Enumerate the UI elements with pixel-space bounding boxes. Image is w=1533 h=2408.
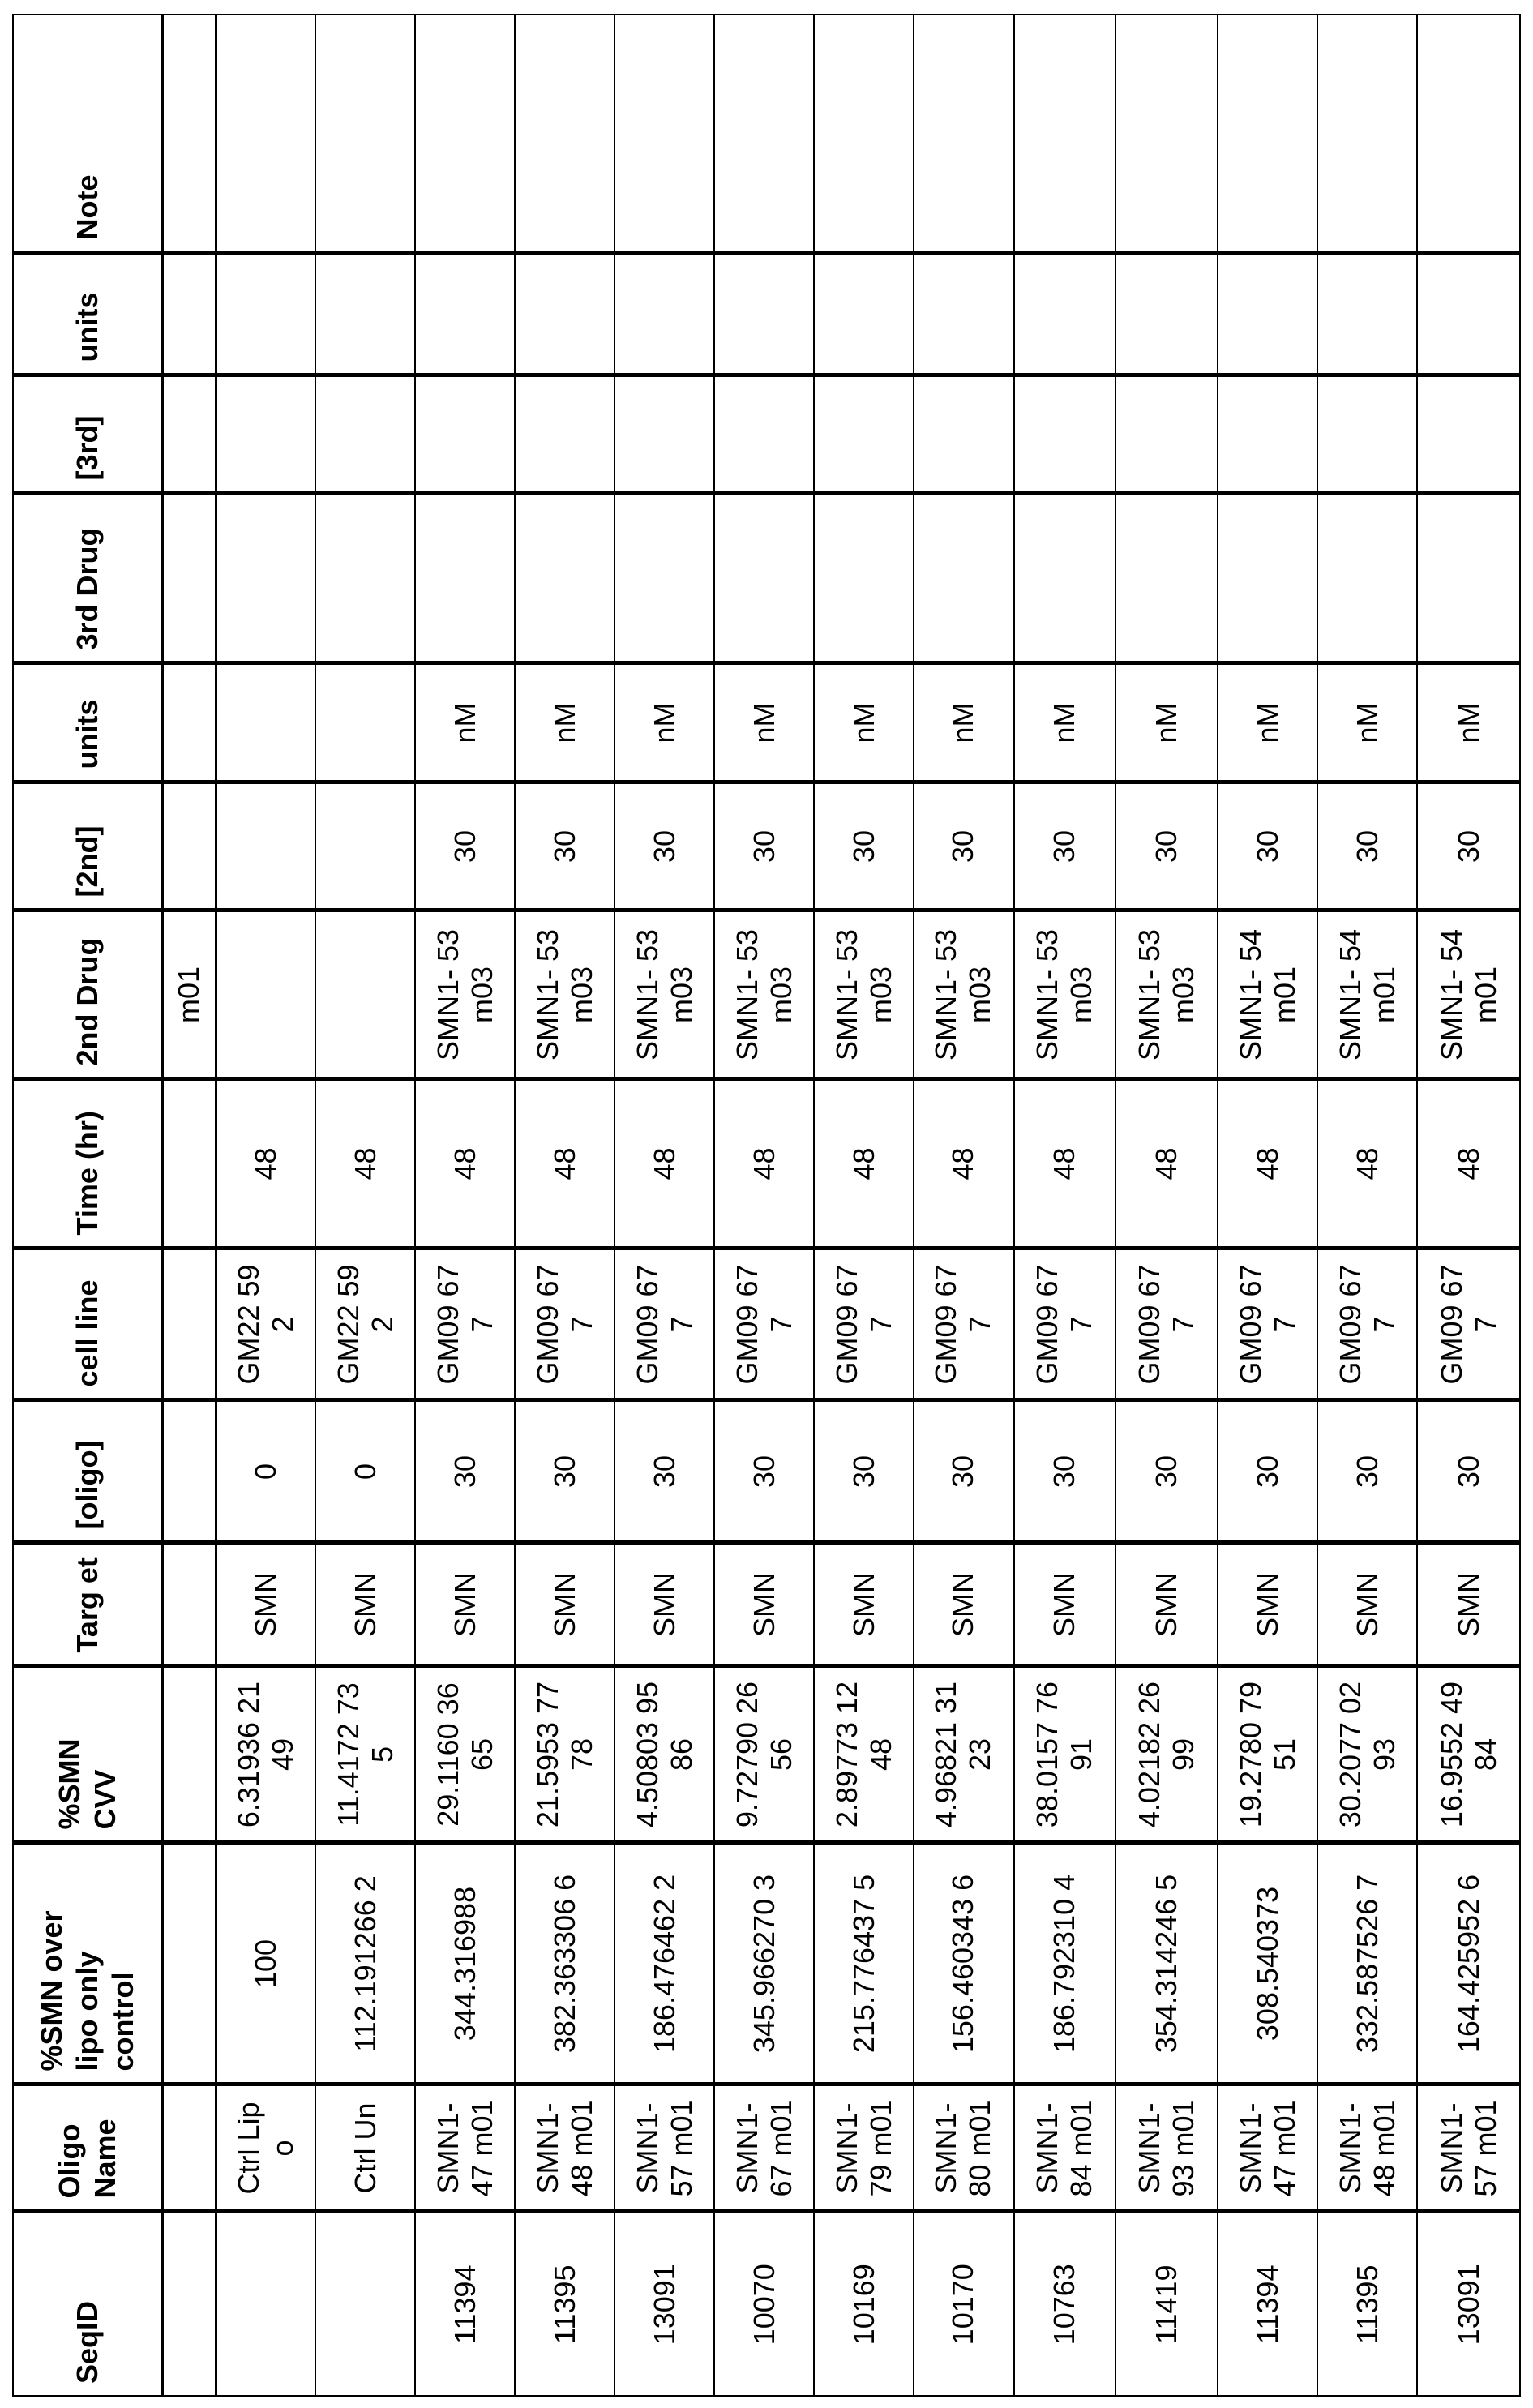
col-header-3rd-conc: [3rd] [13,375,162,494]
col-header-seqid: SeqID [13,2212,162,2396]
cell-pct-smn-cvv: 9.72790 2656 [714,1666,814,1843]
cell-pct-smn-over: 382.363306 6 [515,1843,614,2085]
cell-oligo-name: SMN1- 57 m01 [614,2085,714,2212]
cell-3rd-units [515,253,614,375]
cell-oligo-name: SMN1- 84 m01 [1013,2085,1115,2212]
cell-2nd-drug: SMN1- 53 m03 [914,910,1013,1079]
cell-2nd-conc [162,782,216,910]
cell-cell-line: GM09 677 [714,1249,814,1400]
cell-2nd-conc: 30 [1115,782,1218,910]
cell-note [415,15,515,253]
cell-note [315,15,415,253]
cell-3rd-conc [1417,375,1520,494]
cell-2nd-conc: 30 [415,782,515,910]
cell-target: SMN [216,1543,315,1666]
cell-2nd-drug: SMN1- 53 m03 [614,910,714,1079]
cell-oligo-name: SMN1- 93 m01 [1115,2085,1218,2212]
cell-cell-line: GM09 677 [415,1249,515,1400]
cell-target: SMN [914,1543,1013,1666]
cell-3rd-drug [1317,494,1417,663]
cell-2nd-conc: 30 [1417,782,1520,910]
table-row [216,15,315,2396]
cell-pct-smn-over: 308.540373 [1218,1843,1317,2085]
cell-note [814,15,914,253]
cell-oligo-conc: 0 [216,1400,315,1543]
cell-oligo-name: Ctrl Un [315,2085,415,2212]
cell-2nd-drug [315,910,415,1079]
cell-3rd-units [614,253,714,375]
cell-2nd-conc: 30 [814,782,914,910]
cell-3rd-conc [1115,375,1218,494]
cell-seqid [216,2212,315,2396]
cell-oligo-conc: 30 [515,1400,614,1543]
cell-pct-smn-over: 186.476462 2 [614,1843,714,2085]
cell-seqid: 13091 [614,2212,714,2396]
table-row [1013,15,1115,2396]
cell-2nd-drug: SMN1- 53 m03 [415,910,515,1079]
cell-3rd-conc [1317,375,1417,494]
cell-3rd-drug [315,494,415,663]
cell-3rd-units [162,253,216,375]
cell-time-hr: 48 [415,1079,515,1249]
cell-time-hr: 48 [1417,1079,1520,1249]
cell-time-hr: 48 [1013,1079,1115,1249]
cell-2nd-units: nM [614,663,714,782]
cell-oligo-name: SMN1- 48 m01 [515,2085,614,2212]
cell-3rd-conc [515,375,614,494]
cell-3rd-units [1218,253,1317,375]
cell-cell-line: GM09 677 [614,1249,714,1400]
cell-cell-line: GM09 677 [1013,1249,1115,1400]
cell-note [914,15,1013,253]
col-header-note: Note [13,15,162,253]
cell-seqid: 11394 [415,2212,515,2396]
cell-oligo-name: SMN1- 80 m01 [914,2085,1013,2212]
cell-pct-smn-over [162,1843,216,2085]
cell-oligo-name: Ctrl Lipo [216,2085,315,2212]
cell-cell-line: GM09 677 [1417,1249,1520,1400]
cell-pct-smn-cvv: 2.89773 1248 [814,1666,914,1843]
cell-3rd-conc [162,375,216,494]
cell-oligo-conc: 30 [1115,1400,1218,1543]
table-row [914,15,1013,2396]
table-row [162,15,216,2396]
cell-2nd-conc: 30 [1013,782,1115,910]
cell-pct-smn-over: 186.792310 4 [1013,1843,1115,2085]
cell-3rd-drug [1218,494,1317,663]
cell-3rd-drug [1115,494,1218,663]
cell-2nd-drug: SMN1- 54 m01 [1218,910,1317,1079]
cell-oligo-conc: 30 [914,1400,1013,1543]
cell-pct-smn-over: 344.316988 [415,1843,515,2085]
cell-oligo-name: SMN1- 79 m01 [814,2085,914,2212]
cell-2nd-units [162,663,216,782]
cell-seqid: 11395 [515,2212,614,2396]
col-header-oligo-conc: [oligo] [13,1400,162,1543]
cell-target: SMN [1218,1543,1317,1666]
cell-3rd-conc [814,375,914,494]
table-row [1317,15,1417,2396]
cell-pct-smn-cvv: 29.1160 3665 [415,1666,515,1843]
cell-pct-smn-cvv: 21.5953 7778 [515,1666,614,1843]
cell-time-hr: 48 [216,1079,315,1249]
cell-3rd-conc [415,375,515,494]
cell-3rd-drug [714,494,814,663]
cell-pct-smn-cvv: 4.50803 9586 [614,1666,714,1843]
cell-2nd-drug: SMN1- 53 m03 [714,910,814,1079]
cell-target: SMN [1013,1543,1115,1666]
cell-2nd-units: nM [415,663,515,782]
cell-3rd-drug [1417,494,1520,663]
cell-3rd-drug [162,494,216,663]
table-row [315,15,415,2396]
cell-target: SMN [415,1543,515,1666]
cell-pct-smn-over: 215.776437 5 [814,1843,914,2085]
cell-cell-line: GM09 677 [1317,1249,1417,1400]
cell-2nd-drug: SMN1- 54 m01 [1317,910,1417,1079]
cell-2nd-drug: SMN1- 53 m03 [1013,910,1115,1079]
cell-pct-smn-cvv: 4.02182 2699 [1115,1666,1218,1843]
cell-oligo-conc: 30 [714,1400,814,1543]
cell-3rd-units [315,253,415,375]
cell-target: SMN [714,1543,814,1666]
cell-pct-smn-cvv: 38.0157 7691 [1013,1666,1115,1843]
cell-2nd-conc: 30 [1218,782,1317,910]
cell-target: SMN [1115,1543,1218,1666]
cell-2nd-drug [216,910,315,1079]
cell-oligo-conc [162,1400,216,1543]
col-header-3rd-units: units [13,253,162,375]
cell-seqid: 11394 [1218,2212,1317,2396]
cell-pct-smn-over: 332.587526 7 [1317,1843,1417,2085]
cell-pct-smn-over: 156.460343 6 [914,1843,1013,2085]
cell-3rd-conc [1013,375,1115,494]
cell-2nd-units: nM [814,663,914,782]
cell-pct-smn-cvv [162,1666,216,1843]
cell-oligo-conc: 0 [315,1400,415,1543]
cell-pct-smn-over: 164.425952 6 [1417,1843,1520,2085]
cell-3rd-drug [614,494,714,663]
cell-2nd-drug: SMN1- 53 m03 [1115,910,1218,1079]
table-row [614,15,714,2396]
cell-oligo-name [162,2085,216,2212]
rotated-table-container [12,15,1521,2397]
cell-time-hr: 48 [1317,1079,1417,1249]
cell-pct-smn-over: 100 [216,1843,315,2085]
cell-oligo-name: SMN1- 48 m01 [1317,2085,1417,2212]
cell-note [1417,15,1520,253]
cell-cell-line: GM09 677 [515,1249,614,1400]
cell-note [1013,15,1115,253]
table-row [814,15,914,2396]
table-row [714,15,814,2396]
cell-3rd-units [1317,253,1417,375]
cell-seqid: 13091 [1417,2212,1520,2396]
cell-2nd-units: nM [1317,663,1417,782]
col-header-target: Targ et [13,1543,162,1666]
cell-pct-smn-cvv: 11.4172 735 [315,1666,415,1843]
cell-note [1115,15,1218,253]
cell-3rd-conc [914,375,1013,494]
cell-2nd-units: nM [1013,663,1115,782]
cell-3rd-conc [714,375,814,494]
col-header-2nd-drug: 2nd Drug [13,910,162,1079]
cell-note [515,15,614,253]
cell-target: SMN [614,1543,714,1666]
cell-target: SMN [814,1543,914,1666]
table-row [515,15,614,2396]
cell-pct-smn-over: 345.966270 3 [714,1843,814,2085]
cell-seqid: 10170 [914,2212,1013,2396]
cell-2nd-drug: SMN1- 53 m03 [814,910,914,1079]
cell-oligo-name: SMN1- 57 m01 [1417,2085,1520,2212]
cell-2nd-drug: SMN1- 53 m03 [515,910,614,1079]
cell-2nd-conc: 30 [714,782,814,910]
col-header-pct-smn-over-lipo: %SMN over lipo only control [13,1843,162,2085]
cell-2nd-units: nM [1417,663,1520,782]
cell-3rd-units [914,253,1013,375]
cell-cell-line: GM09 677 [914,1249,1013,1400]
cell-note [162,15,216,253]
cell-target: SMN [315,1543,415,1666]
cell-time-hr: 48 [315,1079,415,1249]
cell-2nd-conc [216,782,315,910]
cell-3rd-drug [1013,494,1115,663]
cell-oligo-conc: 30 [814,1400,914,1543]
cell-2nd-units [315,663,415,782]
cell-3rd-drug [814,494,914,663]
cell-cell-line: GM22 592 [315,1249,415,1400]
cell-pct-smn-cvv: 16.9552 4984 [1417,1666,1520,1843]
cell-time-hr: 48 [1115,1079,1218,1249]
cell-oligo-name: SMN1- 47 m01 [415,2085,515,2212]
cell-seqid: 10763 [1013,2212,1115,2396]
table-row [1417,15,1520,2396]
cell-target [162,1543,216,1666]
cell-time-hr: 48 [515,1079,614,1249]
cell-3rd-units [814,253,914,375]
cell-oligo-conc: 30 [1317,1400,1417,1543]
col-header-pct-smn-cvv: %SMN CVV [13,1666,162,1843]
cell-seqid [315,2212,415,2396]
cell-pct-smn-cvv: 30.2077 0293 [1317,1666,1417,1843]
col-header-cell-line: cell line [13,1249,162,1400]
cell-seqid: 10070 [714,2212,814,2396]
cell-pct-smn-over: 354.314246 5 [1115,1843,1218,2085]
table-row [1218,15,1317,2396]
cell-target: SMN [1317,1543,1417,1666]
cell-3rd-drug [216,494,315,663]
cell-cell-line: GM09 677 [1115,1249,1218,1400]
cell-oligo-conc: 30 [1218,1400,1317,1543]
col-header-2nd-units: units [13,663,162,782]
cell-3rd-units [1417,253,1520,375]
table-row [1115,15,1218,2396]
cell-3rd-drug [914,494,1013,663]
cell-oligo-name: SMN1- 67 m01 [714,2085,814,2212]
col-header-time-hr: Time (hr) [13,1079,162,1249]
cell-3rd-units [216,253,315,375]
cell-2nd-units: nM [914,663,1013,782]
cell-2nd-conc [315,782,415,910]
cell-2nd-conc: 30 [1317,782,1417,910]
cell-2nd-drug: m01 [162,910,216,1079]
cell-2nd-conc: 30 [515,782,614,910]
cell-time-hr [162,1079,216,1249]
cell-note [714,15,814,253]
cell-oligo-name: SMN1- 47 m01 [1218,2085,1317,2212]
cell-oligo-conc: 30 [1417,1400,1520,1543]
cell-oligo-conc: 30 [1013,1400,1115,1543]
cell-3rd-drug [415,494,515,663]
cell-target: SMN [515,1543,614,1666]
cell-target: SMN [1417,1543,1520,1666]
cell-seqid: 11419 [1115,2212,1218,2396]
cell-pct-smn-over: 112.191266 2 [315,1843,415,2085]
cell-3rd-drug [515,494,614,663]
cell-2nd-units: nM [714,663,814,782]
cell-3rd-units [415,253,515,375]
cell-time-hr: 48 [614,1079,714,1249]
cell-cell-line: GM09 677 [1218,1249,1317,1400]
cell-2nd-units: nM [1218,663,1317,782]
cell-3rd-units [1013,253,1115,375]
cell-seqid: 10169 [814,2212,914,2396]
cell-pct-smn-cvv: 19.2780 7951 [1218,1666,1317,1843]
cell-time-hr: 48 [914,1079,1013,1249]
cell-3rd-conc [614,375,714,494]
cell-cell-line: GM22 592 [216,1249,315,1400]
cell-2nd-units: nM [515,663,614,782]
cell-note [614,15,714,253]
cell-3rd-units [1115,253,1218,375]
cell-oligo-conc: 30 [415,1400,515,1543]
col-header-3rd-drug: 3rd Drug [13,494,162,663]
cell-seqid [162,2212,216,2396]
cell-pct-smn-cvv: 6.31936 2149 [216,1666,315,1843]
col-header-oligo-name: Oligo Name [13,2085,162,2212]
cell-note [1317,15,1417,253]
cell-3rd-conc [216,375,315,494]
cell-seqid: 11395 [1317,2212,1417,2396]
cell-note [216,15,315,253]
cell-time-hr: 48 [814,1079,914,1249]
smn-oligo-results-table [12,14,1521,2397]
cell-2nd-units [216,663,315,782]
cell-note [1218,15,1317,253]
cell-2nd-drug: SMN1- 54 m01 [1417,910,1520,1079]
cell-cell-line [162,1249,216,1400]
cell-time-hr: 48 [714,1079,814,1249]
col-header-2nd-conc: [2nd] [13,782,162,910]
cell-2nd-units: nM [1115,663,1218,782]
table-row [415,15,515,2396]
cell-2nd-conc: 30 [914,782,1013,910]
cell-oligo-conc: 30 [614,1400,714,1543]
cell-2nd-conc: 30 [614,782,714,910]
cell-cell-line: GM09 677 [814,1249,914,1400]
cell-pct-smn-cvv: 4.96821 3123 [914,1666,1013,1843]
cell-3rd-conc [1218,375,1317,494]
cell-time-hr: 48 [1218,1079,1317,1249]
cell-3rd-units [714,253,814,375]
header-row [13,15,162,2396]
cell-3rd-conc [315,375,415,494]
